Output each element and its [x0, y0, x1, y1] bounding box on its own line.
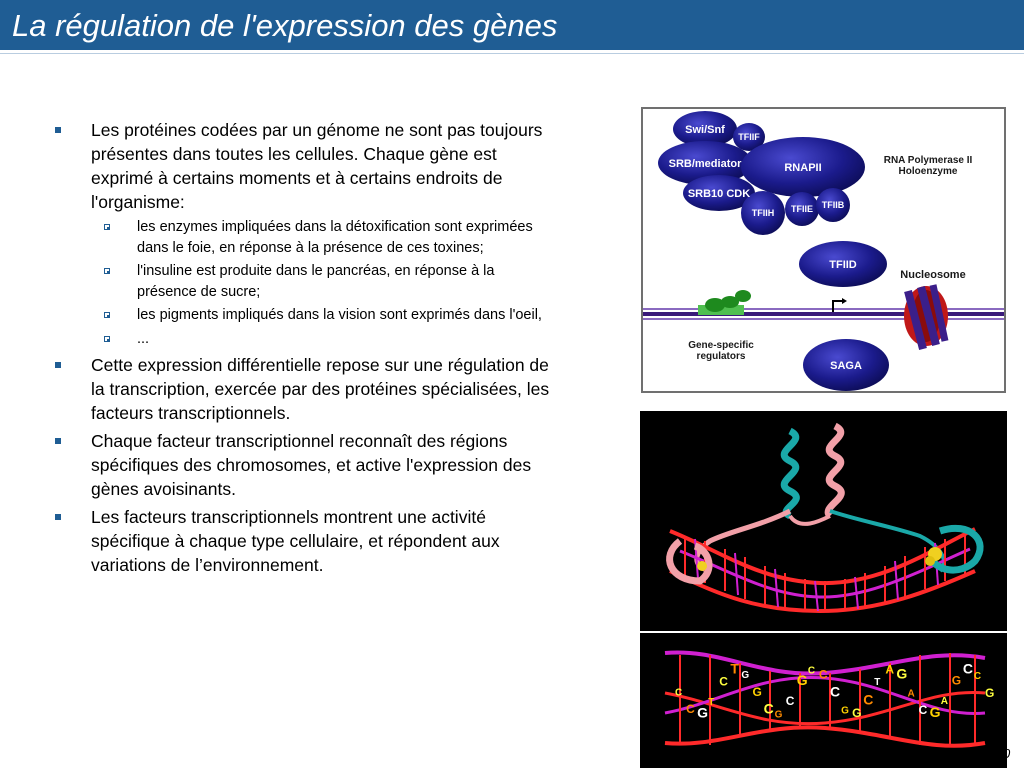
dna-base-letter: G	[929, 704, 941, 721]
hollow-square-bullet-icon	[104, 268, 110, 274]
dna-base-letter: G	[985, 686, 995, 700]
dna-base-letter: T	[874, 676, 881, 688]
dna-strand	[643, 312, 1004, 316]
dna-base-letter: C	[818, 667, 828, 682]
hollow-square-bullet-icon	[104, 312, 110, 318]
bullet-text: Chaque facteur transcriptionnel reconnaît des régions spécifiques des chromosomes, et active l'expression des gènes avoisinants.	[91, 431, 532, 499]
dna-base-letter: G	[774, 709, 783, 721]
nucleosome-label: Nucleosome	[900, 269, 966, 281]
title-divider	[0, 50, 1024, 54]
dna-base-letter: C	[763, 700, 774, 717]
square-bullet-icon	[55, 127, 61, 133]
bullet-item	[52, 429, 552, 501]
bullet-text: Cette expression différentielle repose sur une régulation de la transcription, exercée par des protéines spécialisées, les facteurs transcriptionnels.	[91, 355, 550, 423]
bullet-text: Les protéines codées par un génome ne sont pas toujours présentes dans toutes les cellules. Chaque gène est exprimé à certains moments et à certains endroits de l'organisme:	[91, 120, 543, 212]
dna-sequence-image	[640, 633, 1007, 768]
dna-base-letter: G	[752, 684, 762, 699]
dna-base-letter: C	[675, 687, 683, 699]
bullet-item	[52, 505, 552, 577]
dna-base-letter: A	[885, 662, 895, 677]
dna-base-letter: C	[719, 674, 728, 689]
protein-dna-complex-image	[640, 411, 1007, 631]
square-bullet-icon	[55, 514, 61, 520]
hollow-square-bullet-icon	[104, 336, 110, 342]
dna-base-letter: G	[697, 704, 708, 721]
bullet-text: Les facteurs transcriptionnels montrent une activité spécifique à chaque type cellulaire, et répondent aux variations de l’environnement.	[91, 507, 500, 575]
square-bullet-icon	[55, 362, 61, 368]
swi-snf-label: Swi/Snf	[685, 124, 725, 136]
dna-base-letter: G	[896, 665, 908, 682]
dna-base-letter: C	[785, 693, 795, 708]
leucine-zipper-helix	[697, 426, 944, 571]
sub-bullet-text: l'insuline est produite dans le pancréas, en réponse à la présence de sucre;	[137, 263, 495, 300]
dna-base-letter: C	[863, 691, 874, 708]
tfiif-label: TFIIF	[738, 132, 760, 142]
dna-base-letter: C	[807, 665, 816, 677]
holoenzyme-label-2: Holoenzyme	[898, 166, 958, 177]
dna-base-letter: G	[796, 672, 808, 689]
square-bullet-icon	[55, 438, 61, 444]
tfiib-label: TFIIB	[821, 200, 845, 210]
gene-specific-label-2: regulators	[696, 351, 746, 362]
bullet-item	[52, 118, 552, 214]
hollow-square-bullet-icon	[104, 224, 110, 230]
slide-title: La régulation de l'expression des gènes	[12, 8, 558, 43]
sub-bullet-text: les enzymes impliquées dans la détoxification sont exprimées dans le foie, en réponse à la présence de ces toxines;	[137, 219, 533, 256]
bullet-item	[52, 353, 552, 425]
gene-specific-label: Gene-specific	[688, 340, 754, 351]
srb10-cdk-label: SRB10 CDK	[687, 188, 751, 200]
dna-base-letter: C	[830, 683, 841, 700]
sub-bullet-item	[52, 261, 552, 302]
dna-base-letter: C	[918, 702, 928, 717]
holoenzyme-diagram	[641, 107, 1006, 393]
sub-bullet-item	[52, 217, 552, 258]
dna-base-letter: C	[686, 702, 695, 717]
dna-base-letter: C	[962, 660, 974, 677]
sub-bullet-item	[52, 329, 552, 350]
title-bar	[0, 0, 1024, 50]
dna-base-letter: A	[940, 696, 948, 708]
nucleosome-icon	[904, 285, 948, 349]
dna-base-letter: T	[730, 660, 739, 677]
dna-base-letter: T	[708, 697, 715, 709]
tfiie-label: TFIIE	[791, 204, 813, 214]
sub-bullet-text: ...	[137, 330, 150, 347]
tfiih-label: TFIIH	[751, 208, 775, 218]
sub-bullet-list	[52, 217, 552, 349]
bullet-list	[52, 118, 552, 577]
holoenzyme-label: RNA Polymerase II	[883, 155, 973, 166]
sub-bullet-item	[52, 305, 552, 326]
dna-base-letter: G	[841, 705, 849, 717]
sub-bullet-text: les pigments impliqués dans la vision sont exprimés dans l'oeil,	[137, 307, 542, 323]
dna-base-letter: G	[741, 670, 750, 682]
tfiid-label: TFIID	[829, 259, 857, 271]
dna-base-letter: G	[852, 706, 862, 721]
rnapii-label: RNAPII	[784, 162, 822, 174]
srb-mediator-label: SRB/mediator	[668, 158, 742, 170]
page-number: 0	[1003, 746, 1011, 761]
dna-base-letter: C	[973, 670, 982, 682]
dna-base-letter: G	[951, 673, 962, 688]
saga-label: SAGA	[830, 360, 862, 372]
dna-base-letter: A	[907, 688, 915, 700]
